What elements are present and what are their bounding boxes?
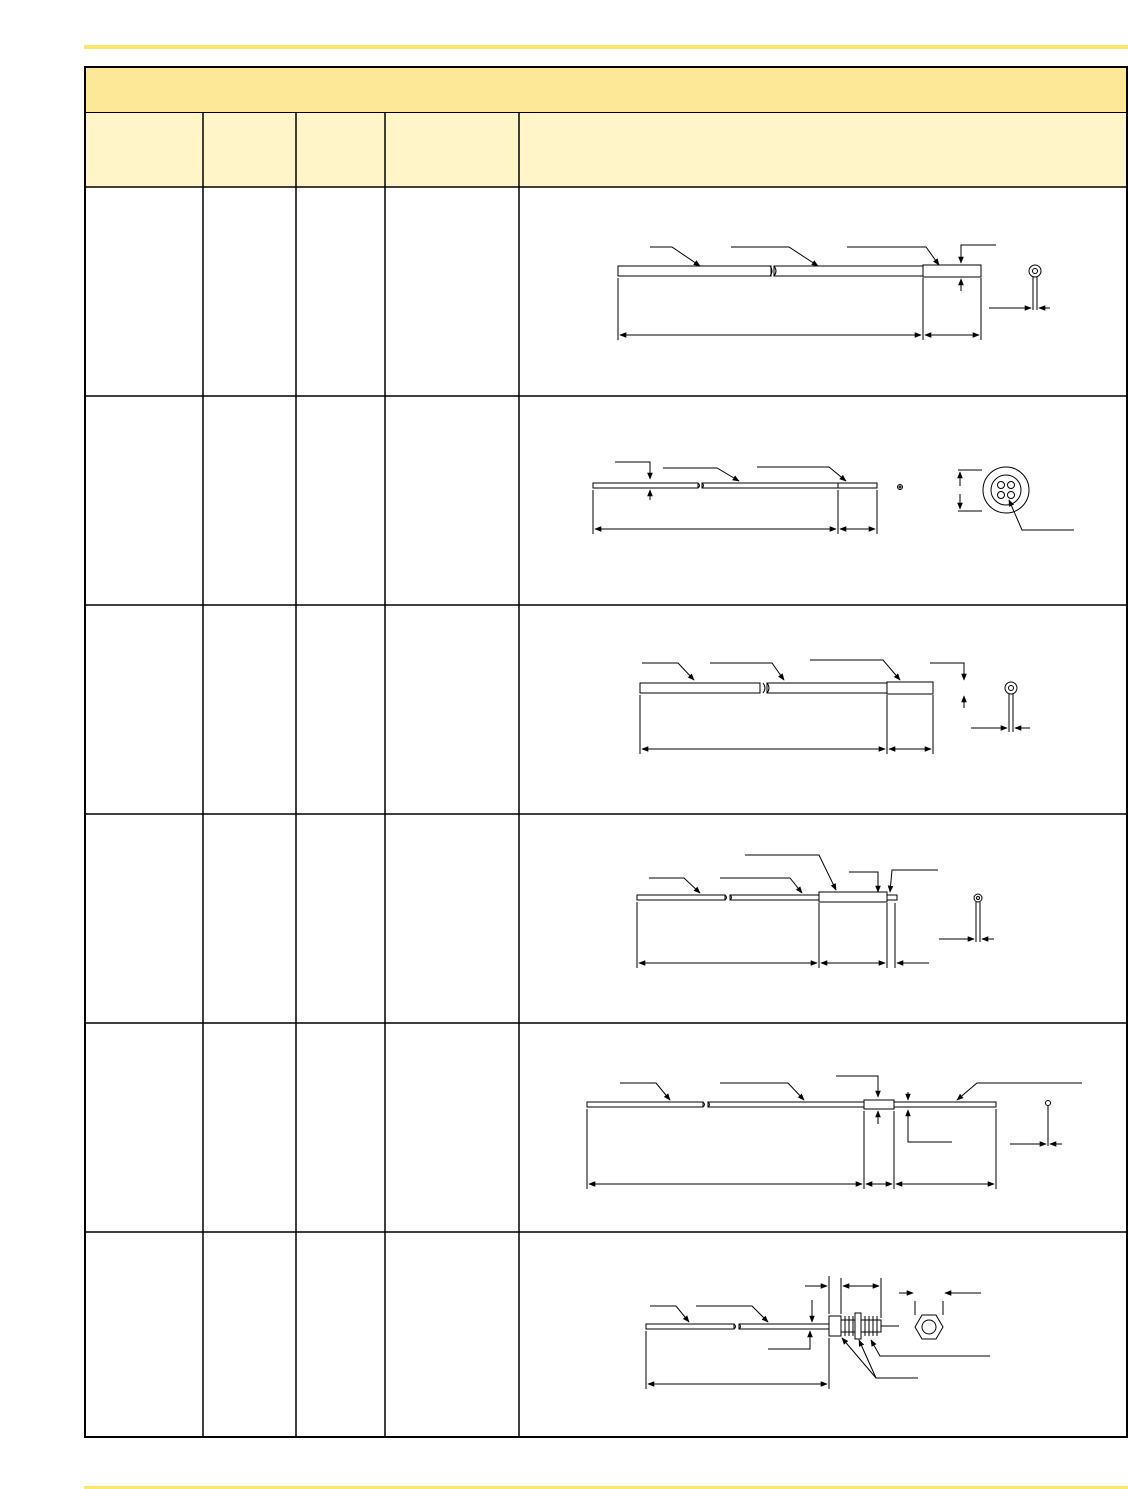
drawing-probe-2 [593,462,1074,534]
drawing-probe-1 [618,245,1050,340]
spec-table-graphic [84,66,1128,1438]
spec-table [84,66,1128,1438]
row-separators [85,187,1127,1232]
table-header-row [85,113,1127,187]
top-accent-band [84,45,1128,49]
drawing-probe-3 [640,660,1030,754]
table-title-bar [85,67,1127,113]
column-separators [203,113,519,1437]
drawing-probe-5 [587,1076,1082,1189]
drawing-probe-6 [646,1276,990,1389]
drawing-probe-4 [637,855,994,968]
